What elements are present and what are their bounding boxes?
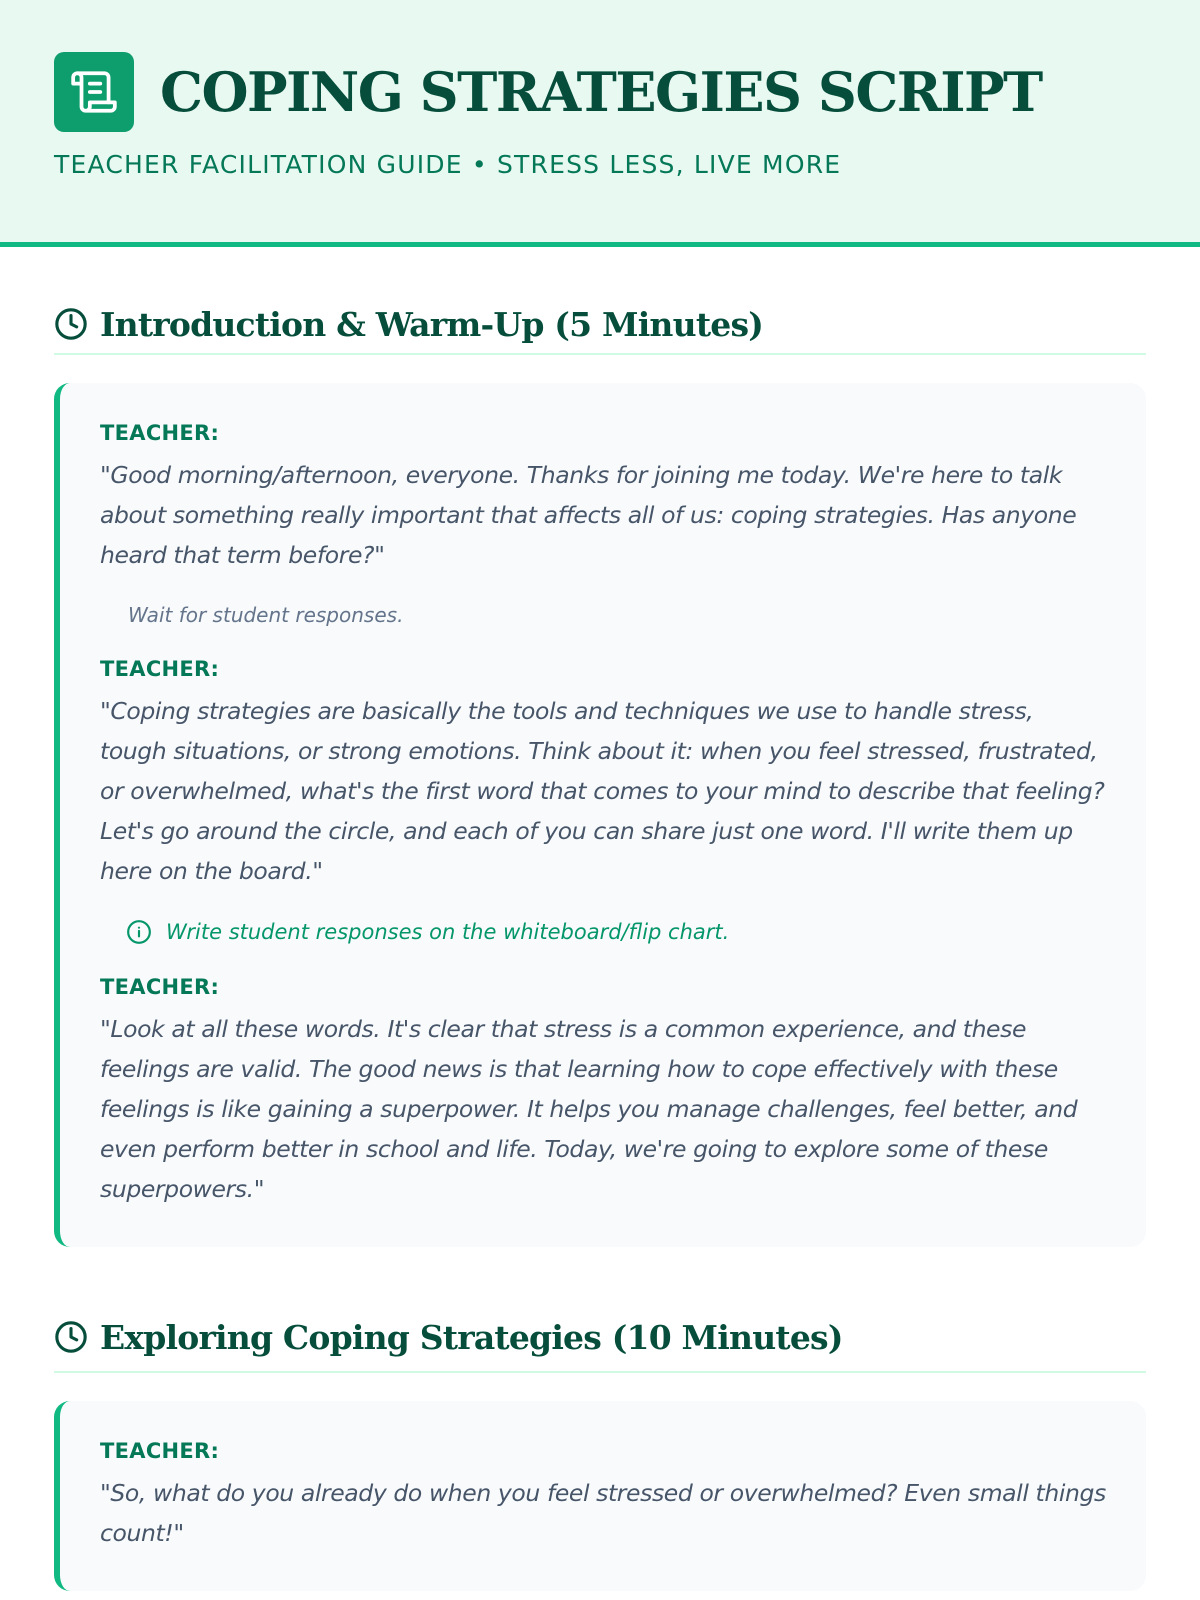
speech-text: "Good morning/afternoon, everyone. Thanks for joining me today. We're here to talk about something really important that affects all of us: coping strategies. Has anyone heard that term before?" bbox=[100, 461, 1077, 569]
info-icon bbox=[126, 919, 152, 945]
clock-icon bbox=[54, 307, 88, 341]
section-exploring bbox=[54, 1247, 1146, 1591]
speech-text: "Coping strategies are basically the tools and techniques we use to handle stress, tough situations, or strong emotions. Think about it: when you feel stressed, frustrated, or overwhelmed, what's the first word that comes to your mind to describe that feeling? Let's go around the circle, and each of you can share just one word. I'll write them up here on the board." bbox=[100, 697, 1105, 885]
speaker-label: TEACHER: bbox=[100, 1439, 220, 1463]
speaker-label: TEACHER: bbox=[100, 657, 220, 681]
page-subtitle: TEACHER FACILITATION GUIDE • STRESS LESS, LIVE MORE bbox=[54, 150, 842, 179]
script-card bbox=[54, 1401, 1146, 1591]
speech-text: "So, what do you already do when you feel stressed or overwhelmed? Even small things count!" bbox=[100, 1479, 1106, 1547]
page-title: COPING STRATEGIES SCRIPT bbox=[160, 60, 1042, 124]
section-introduction bbox=[54, 247, 1146, 1247]
script-scroll-icon bbox=[54, 52, 134, 132]
section-title: Introduction & Warm-Up (5 Minutes) bbox=[100, 304, 764, 344]
speech-block bbox=[100, 421, 1106, 575]
script-card bbox=[54, 383, 1146, 1247]
speech-text: "Look at all these words. It's clear that stress is a common experience, and these feelings are valid. The good news is that learning how to cope effectively with these feelings is like gaining a superpower. It helps you manage challenges, feel better, and even perform better in school and life. Today, we're going to explore some of these superpowers." bbox=[100, 1015, 1078, 1203]
section-heading bbox=[54, 1247, 1146, 1373]
note-text: Write student responses on the whiteboard/flip chart. bbox=[166, 920, 730, 944]
facilitator-note bbox=[126, 919, 1106, 945]
speech-block bbox=[100, 1439, 1106, 1553]
speech-block bbox=[100, 657, 1106, 891]
speech-block bbox=[100, 975, 1106, 1209]
clock-icon bbox=[54, 1320, 88, 1354]
section-title: Exploring Coping Strategies (10 Minutes) bbox=[100, 1317, 843, 1357]
main-content bbox=[0, 247, 1200, 1591]
section-heading bbox=[54, 247, 1146, 355]
speaker-label: TEACHER: bbox=[100, 421, 220, 445]
stage-direction: Wait for student responses. bbox=[128, 603, 404, 627]
speaker-label: TEACHER: bbox=[100, 975, 220, 999]
page-header bbox=[0, 0, 1200, 247]
title-row bbox=[54, 52, 1146, 132]
